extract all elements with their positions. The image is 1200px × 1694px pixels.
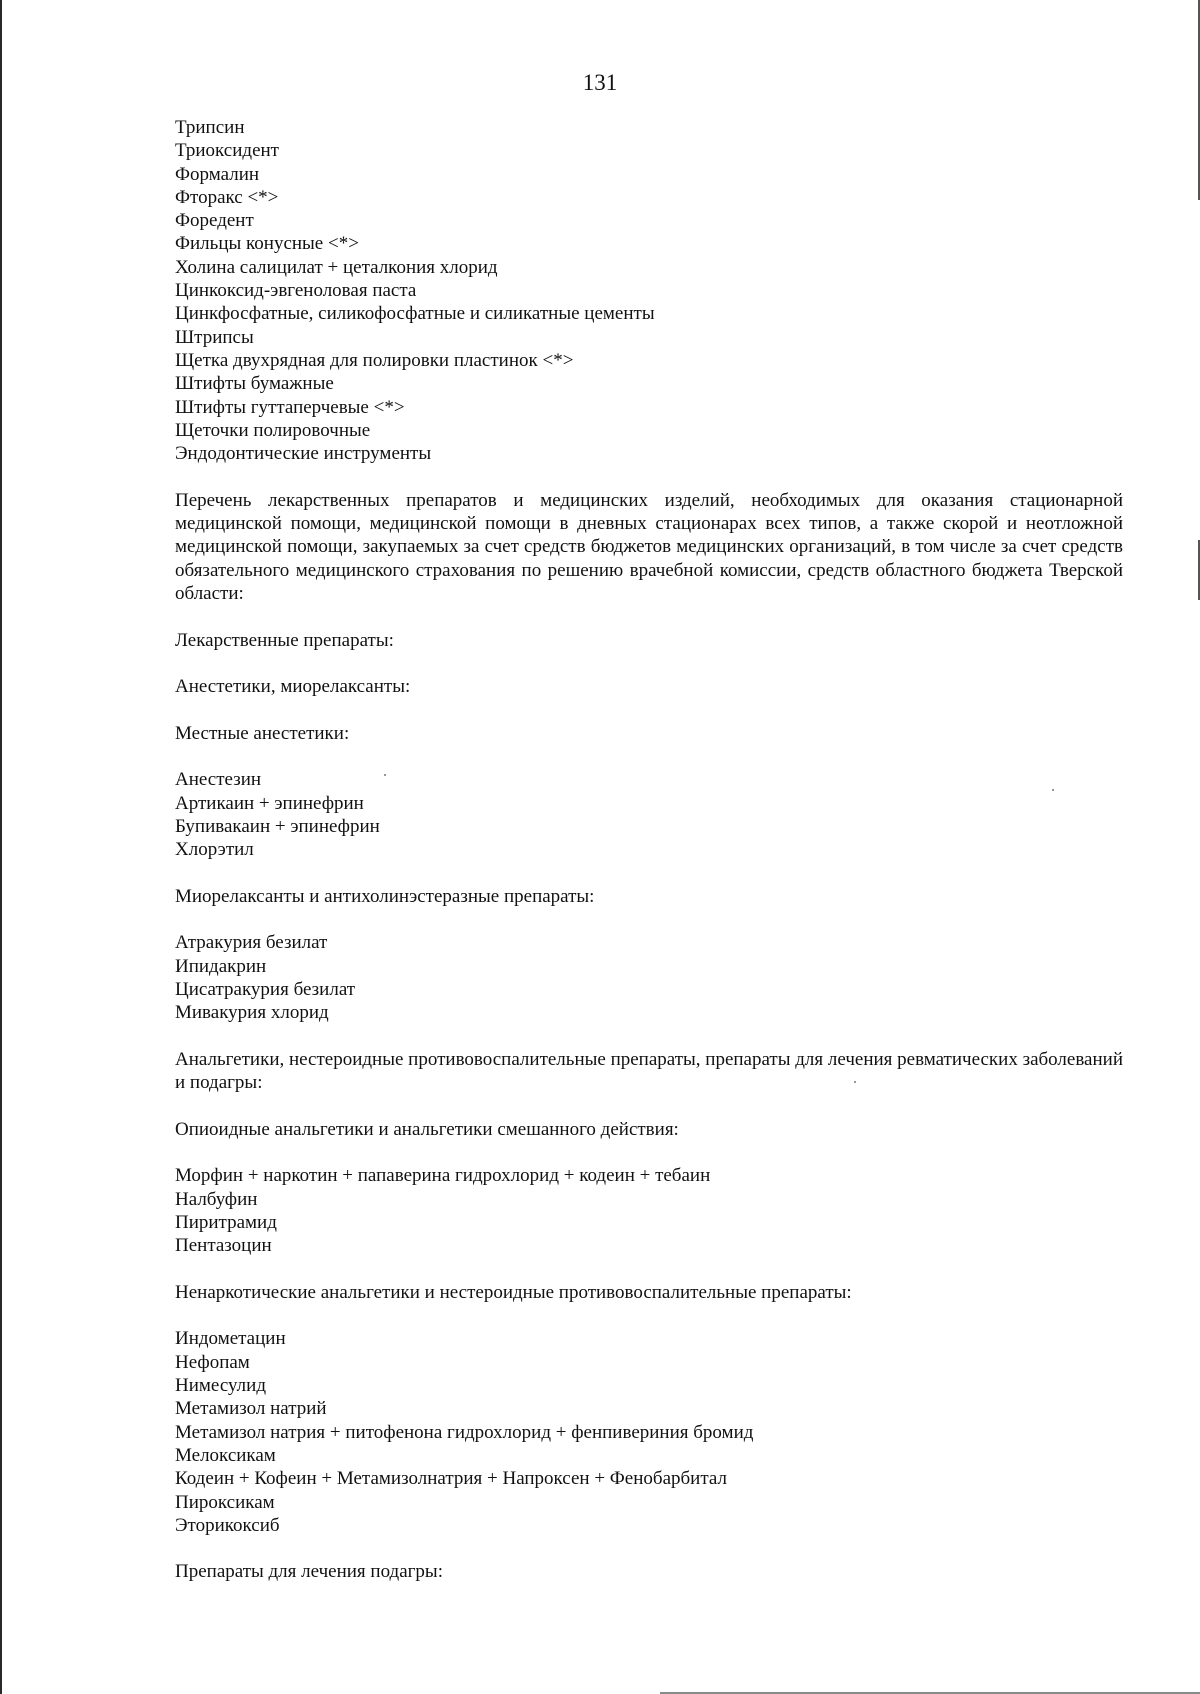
heading-non-narcotic: Ненаркотические анальгетики и нестероидные противовоспалительные препараты: <box>175 1281 852 1303</box>
list-item: Мелоксикам <box>175 1444 276 1466</box>
list-item: Хлорэтил <box>175 839 254 861</box>
list-item: Цинкфосфатные, силикофосфатные и силикатные цементы <box>175 303 655 325</box>
intro-paragraph: Перечень лекарственных препаратов и медицинских изделий, необходимых для оказания стационарной медицинской помощи, медицинской помощи в дневных стационарах всех типов, а также скорой и неотложной медицинской помощи, закупаемых за счет средств бюджетов медицинских организаций, в том числе за счет средств обязательного медицинского страхования по решению врачебной комиссии, средств областного бюджета Тверской области: <box>175 489 1123 604</box>
spacer <box>175 652 1123 675</box>
list-item: Анестезин <box>175 769 262 791</box>
spacer <box>175 1025 1123 1048</box>
heading-drugs: Лекарственные препараты: <box>175 629 394 651</box>
spacer <box>175 745 1123 768</box>
list-item: Пироксикам <box>175 1491 275 1513</box>
heading-local-anesthetics: Местные анестетики: <box>175 722 350 744</box>
list-item: Штрипсы <box>175 326 254 348</box>
list-item: Формалин <box>175 163 260 185</box>
list-item: Нефопам <box>175 1351 250 1373</box>
list-item: Щетка двухрядная для полировки пластинок <*> <box>175 349 574 371</box>
list-item: Морфин + наркотин + папаверина гидрохлорид + кодеин + тебаин <box>175 1165 711 1187</box>
document-body <box>175 116 1123 1584</box>
list-local-anesthetics <box>175 768 1123 861</box>
list-muscle-relaxants <box>175 931 1123 1024</box>
heading-analgesics: Анальгетики, нестероидные противовоспалительные препараты, препараты для лечения ревматических заболеваний и подагры: <box>175 1048 1123 1094</box>
spacer <box>175 698 1123 721</box>
heading-gout: Препараты для лечения подагры: <box>175 1561 443 1583</box>
list-item: Холина салицилат + цеталкония хлорид <box>175 256 498 278</box>
heading-opioids: Опиоидные анальгетики и анальгетики смешанного действия: <box>175 1118 679 1140</box>
spacer <box>175 1304 1123 1327</box>
spacer <box>175 605 1123 628</box>
spacer <box>175 1094 1123 1117</box>
list-item: Трипсин <box>175 117 245 138</box>
list-item: Фторакс <*> <box>175 186 279 208</box>
heading-muscle-relaxants: Миорелаксанты и антихолинэстеразные препараты: <box>175 885 595 907</box>
list-item: Штифты бумажные <box>175 373 334 395</box>
list-item: Атракурия безилат <box>175 932 328 954</box>
list-item: Бупивакаин + эпинефрин <box>175 815 380 837</box>
list-item: Пиритрамид <box>175 1211 277 1233</box>
spacer <box>175 908 1123 931</box>
list-item: Форедент <box>175 210 254 232</box>
list-item: Мивакурия хлорид <box>175 1002 329 1024</box>
spacer <box>175 862 1123 885</box>
heading-anesthetics: Анестетики, миорелаксанты: <box>175 676 411 698</box>
list-item: Метамизол натрий <box>175 1398 327 1420</box>
list-item: Штифты гуттаперчевые <*> <box>175 396 405 418</box>
list-item: Фильцы конусные <*> <box>175 233 359 255</box>
list-item: Щеточки полировочные <box>175 419 371 441</box>
list-item: Эндодонтические инструменты <box>175 443 432 465</box>
spacer <box>175 1141 1123 1164</box>
list-item: Цинкоксид-эвгеноловая паста <box>175 280 417 302</box>
spacer <box>175 1537 1123 1560</box>
scan-edge-left <box>0 0 2 1694</box>
list-item: Налбуфин <box>175 1188 258 1210</box>
spacer <box>175 1258 1123 1281</box>
list-item: Ипидакрин <box>175 955 267 977</box>
page-number: 131 <box>582 70 618 95</box>
list-non-narcotic <box>175 1327 1123 1537</box>
list-item: Кодеин + Кофеин + Метамизолнатрия + Напроксен + Фенобарбитал <box>175 1468 727 1490</box>
spacer <box>175 465 1123 488</box>
list-item: Эторикоксиб <box>175 1514 280 1536</box>
list-opioids <box>175 1164 1123 1257</box>
list-item: Триоксидент <box>175 140 279 162</box>
list-dental-materials <box>175 116 1123 465</box>
list-item: Метамизол натрия + питофенона гидрохлорид + фенпивериния бромид <box>175 1421 754 1443</box>
list-item: Нимесулид <box>175 1375 266 1397</box>
list-item: Цисатракурия безилат <box>175 978 356 1000</box>
list-item: Пентазоцин <box>175 1235 272 1257</box>
list-item: Артикаин + эпинефрин <box>175 792 364 814</box>
list-item: Индометацин <box>175 1328 286 1350</box>
